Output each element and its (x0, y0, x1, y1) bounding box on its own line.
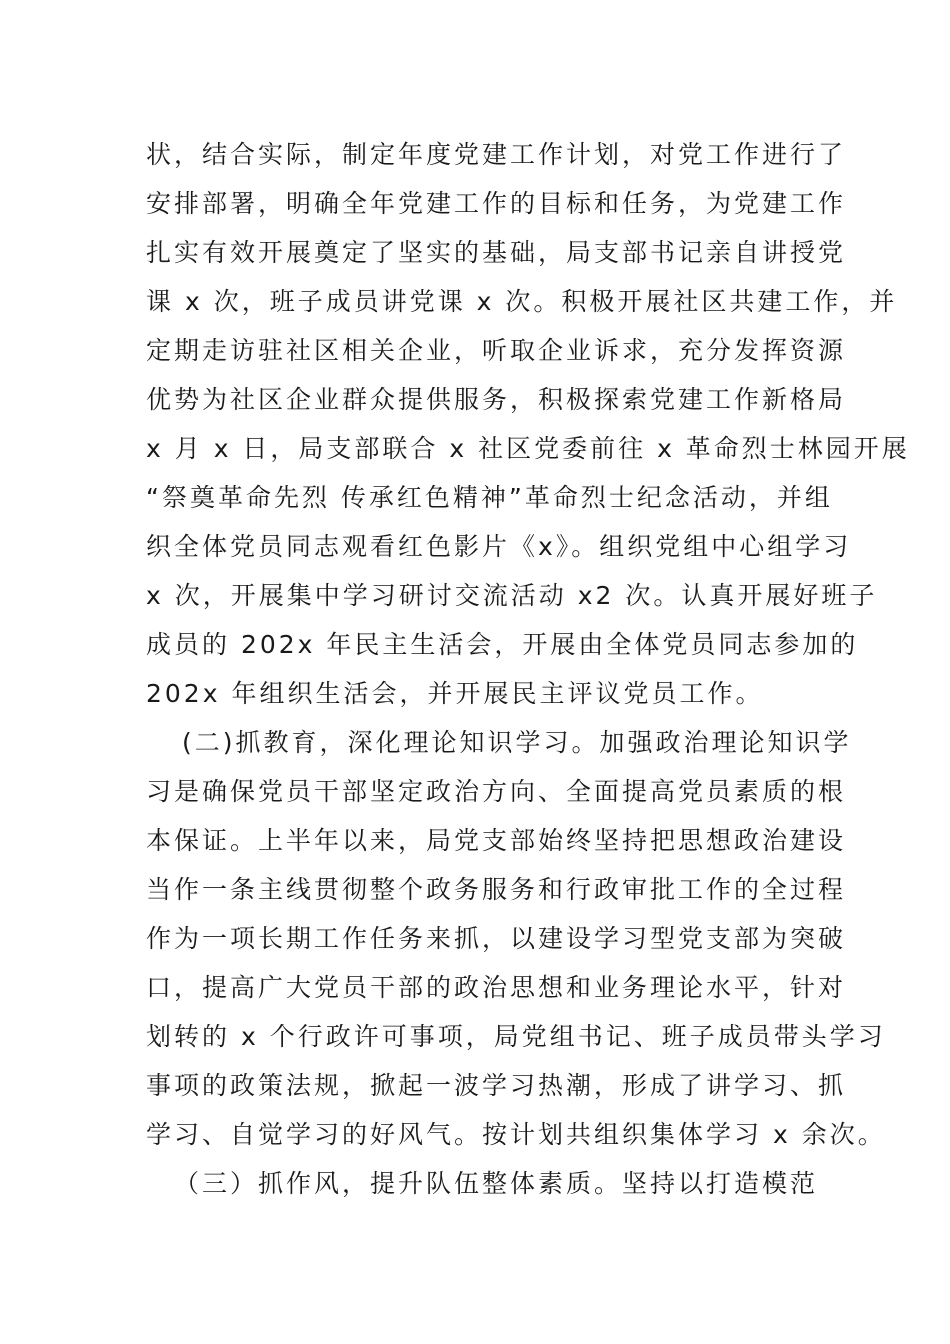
text-line: “祭奠革命先烈 传承红色精神”革命烈士纪念活动，并组 (146, 483, 833, 512)
text-line: 学习、自觉学习的好风气。按计划共组织集体学习 x 余次。 (146, 1120, 886, 1149)
text-line: 课 x 次，班子成员讲党课 x 次。积极开展社区共建工作，并 (146, 287, 898, 316)
paragraph-heading-3: （三）抓作风，提升队伍整体素质。坚持以打造模范 (174, 1169, 819, 1198)
text-line: 本保证。上半年以来，局党支部始终坚持把思想政治建设 (146, 826, 847, 855)
text-line: 优势为社区企业群众提供服务，积极探索党建工作新格局 (146, 385, 847, 414)
text-line: 划转的 x 个行政许可事项，局党组书记、班子成员带头学习 (146, 1022, 886, 1051)
text-line: 状，结合实际，制定年度党建工作计划，对党工作进行了 (146, 140, 847, 169)
paragraph-heading-2: (二)抓教育，深化理论知识学习。加强政治理论知识学 (182, 728, 852, 757)
text-line: 当作一条主线贯彻整个政务服务和行政审批工作的全过程 (146, 875, 847, 904)
text-line: 作为一项长期工作任务来抓，以建设学习型党支部为突破 (146, 924, 847, 953)
text-line: 事项的政策法规，掀起一波学习热潮，形成了讲学习、抓 (146, 1071, 847, 1100)
text-line: x 次，开展集中学习研讨交流活动 x2 次。认真开展好班子 (146, 581, 878, 610)
text-line: 安排部署，明确全年党建工作的目标和任务，为党建工作 (146, 189, 847, 218)
text-line: 织全体党员同志观看红色影片《x》。组织党组中心组学习 (146, 532, 852, 561)
text-line: 口，提高广大党员干部的政治思想和业务理论水平，针对 (146, 973, 847, 1002)
text-line: 扎实有效开展奠定了坚实的基础，局支部书记亲自讲授党 (146, 238, 847, 267)
text-line: x 月 x 日，局支部联合 x 社区党委前往 x 革命烈士林园开展 (146, 434, 910, 463)
text-line: 习是确保党员干部坚定政治方向、全面提高党员素质的根 (146, 777, 847, 806)
text-line: 成员的 202x 年民主生活会，开展由全体党员同志参加的 (146, 630, 859, 659)
text-line: 定期走访驻社区相关企业，听取企业诉求，充分发挥资源 (146, 336, 847, 365)
text-line: 202x 年组织生活会，并开展民主评议党员工作。 (146, 679, 764, 708)
document-body (146, 130, 910, 1208)
